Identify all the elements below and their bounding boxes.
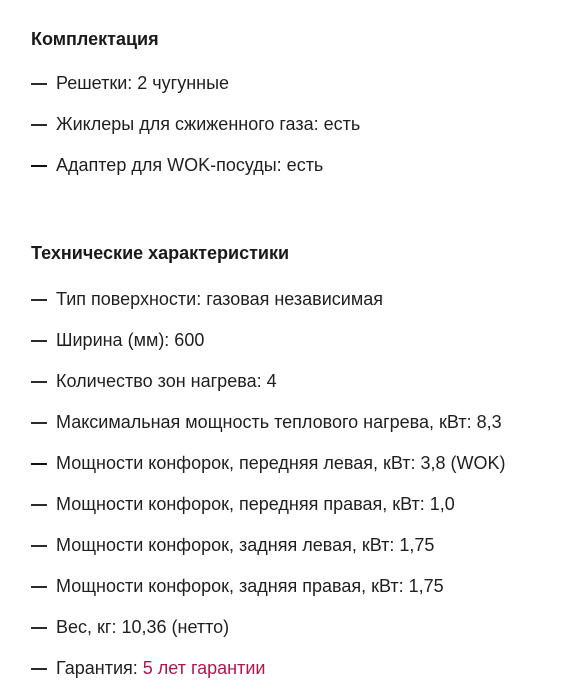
dash-bullet [31,83,47,85]
list-item-text: Мощности конфорок, задняя правая, кВт: 1,75 [56,576,444,596]
list-item-text: Мощности конфорок, задняя левая, кВт: 1,75 [56,535,435,555]
dash-bullet [31,124,47,126]
dash-bullet [31,422,47,424]
list-item-text: Количество зон нагрева: 4 [56,371,277,391]
section-title-specs: Технические характеристики [31,243,290,263]
list-item-text: Ширина (мм): 600 [56,330,205,350]
list-item-text: Решетки: 2 чугунные [56,73,230,93]
list-item-text: Тип поверхности: газовая независимая [56,289,383,309]
list-item-text: Мощности конфорок, передняя левая, кВт: 3,8 (WOK) [56,453,506,473]
dash-bullet [31,586,47,588]
dash-bullet [31,381,47,383]
dash-bullet [31,340,47,342]
dash-bullet [31,668,47,670]
list-item-text: Адаптер для WOK-посуды: есть [56,155,324,175]
dash-bullet [31,545,47,547]
warranty-label: Гарантия: [56,658,143,678]
list-item-text: Максимальная мощность теплового нагрева, кВт: 8,3 [56,412,502,432]
list-item-text: Жиклеры для сжиженного газа: есть [56,114,361,134]
dash-bullet [31,504,47,506]
list-item-text [56,657,265,679]
list-item-text: Мощности конфорок, передняя правая, кВт: 1,0 [56,494,455,514]
dash-bullet [31,463,47,465]
dash-bullet [31,165,47,167]
dash-bullet [31,299,47,301]
warranty-link[interactable]: 5 лет гарантии [142,658,266,678]
dash-bullet [31,627,47,629]
list-item-text: Вес, кг: 10,36 (нетто) [56,617,230,637]
section-title-equipment: Комплектация [31,29,159,49]
